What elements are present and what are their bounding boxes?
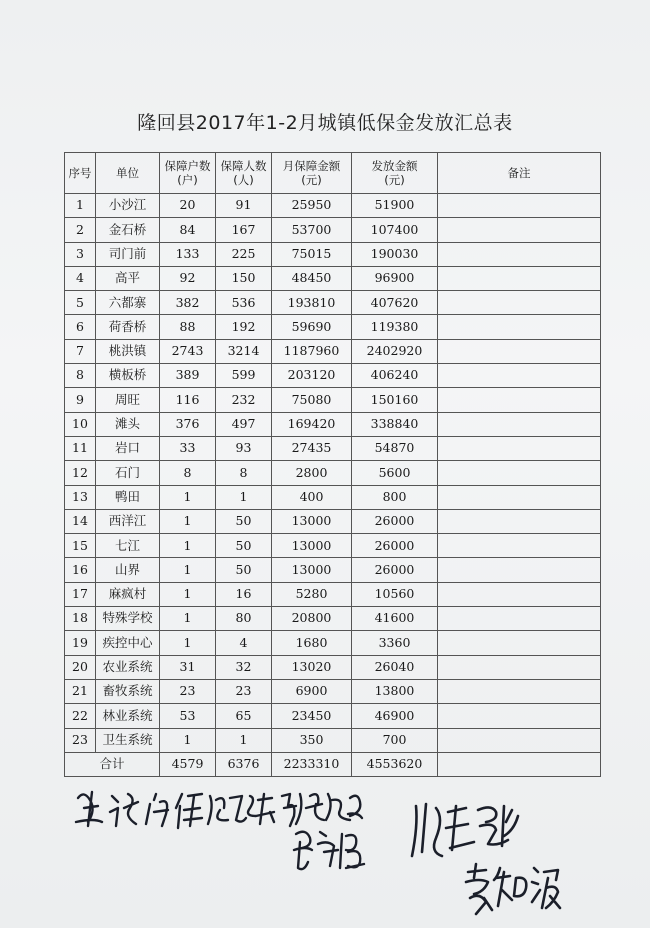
- cell-remark: [438, 194, 601, 218]
- cell-remark: [438, 558, 601, 582]
- cell-paid: 13800: [352, 679, 438, 703]
- table-row: [65, 679, 601, 703]
- cell-monthly: 75015: [272, 242, 352, 266]
- cell-remark: [438, 364, 601, 388]
- table-row: [65, 194, 601, 218]
- cell-remark: [438, 509, 601, 533]
- table-row: [65, 266, 601, 290]
- cell-monthly: 203120: [272, 364, 352, 388]
- cell-persons: 4: [216, 631, 272, 655]
- header-households: 保障户数 (户): [160, 153, 216, 194]
- cell-remark: [438, 655, 601, 679]
- table-row: [65, 315, 601, 339]
- cell-remark: [438, 266, 601, 290]
- header-persons: 保障人数 (人): [216, 153, 272, 194]
- cell-paid: 150160: [352, 388, 438, 412]
- cell-monthly: 1187960: [272, 339, 352, 363]
- cell-households: 1: [160, 582, 216, 606]
- cell-paid: 46900: [352, 704, 438, 728]
- cell-monthly: 59690: [272, 315, 352, 339]
- table-row: [65, 291, 601, 315]
- table-row: [65, 461, 601, 485]
- cell-remark: [438, 728, 601, 752]
- cell-persons: 225: [216, 242, 272, 266]
- header-paid-amount: 发放金额 (元): [352, 153, 438, 194]
- cell-monthly: 75080: [272, 388, 352, 412]
- cell-paid: 338840: [352, 412, 438, 436]
- cell-paid: 190030: [352, 242, 438, 266]
- cell-remark: [438, 582, 601, 606]
- cell-households: 23: [160, 679, 216, 703]
- table-row: [65, 388, 601, 412]
- cell-monthly: 48450: [272, 266, 352, 290]
- cell-persons: 8: [216, 461, 272, 485]
- cell-remark: [438, 534, 601, 558]
- cell-seq: 17: [65, 582, 96, 606]
- cell-unit: 七江: [96, 534, 160, 558]
- cell-paid: 407620: [352, 291, 438, 315]
- table-row: [65, 728, 601, 752]
- cell-persons: 150: [216, 266, 272, 290]
- table-row: [65, 704, 601, 728]
- cell-paid: 107400: [352, 218, 438, 242]
- cell-monthly: 13000: [272, 509, 352, 533]
- table-row: [65, 631, 601, 655]
- cell-paid: 3360: [352, 631, 438, 655]
- header-monthly-amount: 月保障金额 (元): [272, 153, 352, 194]
- cell-seq: 16: [65, 558, 96, 582]
- cell-unit: 农业系统: [96, 655, 160, 679]
- signature-3: [462, 858, 562, 918]
- cell-seq: 20: [65, 655, 96, 679]
- cell-remark: [438, 485, 601, 509]
- cell-households: 31: [160, 655, 216, 679]
- table-body: [65, 194, 601, 777]
- table-row: [65, 412, 601, 436]
- cell-households: 382: [160, 291, 216, 315]
- cell-households: 20: [160, 194, 216, 218]
- cell-persons: 497: [216, 412, 272, 436]
- document-title: 隆回县2017年1-2月城镇低保金发放汇总表: [137, 112, 513, 134]
- cell-paid: 41600: [352, 607, 438, 631]
- cell-paid: 51900: [352, 194, 438, 218]
- cell-remark: [438, 436, 601, 460]
- cell-unit: 岩口: [96, 436, 160, 460]
- cell-paid: 119380: [352, 315, 438, 339]
- cell-persons: 50: [216, 509, 272, 533]
- cell-paid: 54870: [352, 436, 438, 460]
- total-monthly: 2233310: [272, 752, 352, 776]
- cell-paid: 406240: [352, 364, 438, 388]
- cell-seq: 8: [65, 364, 96, 388]
- cell-remark: [438, 607, 601, 631]
- cell-households: 92: [160, 266, 216, 290]
- cell-seq: 10: [65, 412, 96, 436]
- cell-seq: 21: [65, 679, 96, 703]
- cell-seq: 2: [65, 218, 96, 242]
- cell-unit: 小沙江: [96, 194, 160, 218]
- signature-2: [408, 796, 528, 866]
- cell-unit: 荷香桥: [96, 315, 160, 339]
- cell-unit: 山界: [96, 558, 160, 582]
- cell-seq: 1: [65, 194, 96, 218]
- signature-1: [290, 822, 370, 877]
- table-row: [65, 436, 601, 460]
- header-unit: 单位: [96, 153, 160, 194]
- cell-households: 133: [160, 242, 216, 266]
- cell-unit: 桃洪镇: [96, 339, 160, 363]
- total-remark: [438, 752, 601, 776]
- cell-seq: 4: [65, 266, 96, 290]
- cell-households: 376: [160, 412, 216, 436]
- cell-persons: 1: [216, 485, 272, 509]
- cell-persons: 192: [216, 315, 272, 339]
- cell-remark: [438, 679, 601, 703]
- cell-households: 1: [160, 509, 216, 533]
- cell-persons: 599: [216, 364, 272, 388]
- cell-monthly: 13000: [272, 534, 352, 558]
- cell-remark: [438, 412, 601, 436]
- cell-remark: [438, 388, 601, 412]
- cell-monthly: 53700: [272, 218, 352, 242]
- cell-persons: 16: [216, 582, 272, 606]
- cell-seq: 7: [65, 339, 96, 363]
- cell-monthly: 13020: [272, 655, 352, 679]
- cell-seq: 18: [65, 607, 96, 631]
- cell-monthly: 1680: [272, 631, 352, 655]
- cell-unit: 滩头: [96, 412, 160, 436]
- cell-unit: 麻疯村: [96, 582, 160, 606]
- cell-paid: 26040: [352, 655, 438, 679]
- cell-persons: 167: [216, 218, 272, 242]
- cell-unit: 鸭田: [96, 485, 160, 509]
- cell-monthly: 169420: [272, 412, 352, 436]
- cell-monthly: 5280: [272, 582, 352, 606]
- cell-seq: 14: [65, 509, 96, 533]
- cell-seq: 13: [65, 485, 96, 509]
- cell-seq: 6: [65, 315, 96, 339]
- total-persons: 6376: [216, 752, 272, 776]
- cell-unit: 周旺: [96, 388, 160, 412]
- cell-seq: 11: [65, 436, 96, 460]
- cell-paid: 700: [352, 728, 438, 752]
- cell-households: 116: [160, 388, 216, 412]
- cell-seq: 3: [65, 242, 96, 266]
- cell-seq: 9: [65, 388, 96, 412]
- cell-persons: 50: [216, 534, 272, 558]
- cell-paid: 10560: [352, 582, 438, 606]
- cell-monthly: 27435: [272, 436, 352, 460]
- cell-households: 2743: [160, 339, 216, 363]
- cell-monthly: 400: [272, 485, 352, 509]
- cell-households: 1: [160, 631, 216, 655]
- cell-remark: [438, 704, 601, 728]
- cell-remark: [438, 461, 601, 485]
- cell-monthly: 20800: [272, 607, 352, 631]
- cell-seq: 19: [65, 631, 96, 655]
- cell-paid: 800: [352, 485, 438, 509]
- cell-unit: 林业系统: [96, 704, 160, 728]
- header-seq: 序号: [65, 153, 96, 194]
- cell-households: 88: [160, 315, 216, 339]
- total-label: 合计: [65, 752, 160, 776]
- cell-persons: 65: [216, 704, 272, 728]
- cell-unit: 石门: [96, 461, 160, 485]
- cell-monthly: 6900: [272, 679, 352, 703]
- cell-unit: 司门前: [96, 242, 160, 266]
- cell-persons: 536: [216, 291, 272, 315]
- table-row: [65, 339, 601, 363]
- cell-paid: 26000: [352, 534, 438, 558]
- cell-paid: 26000: [352, 509, 438, 533]
- cell-monthly: 25950: [272, 194, 352, 218]
- cell-persons: 1: [216, 728, 272, 752]
- total-row: [65, 752, 601, 776]
- cell-households: 1: [160, 558, 216, 582]
- header-remark: 备注: [438, 153, 601, 194]
- cell-households: 1: [160, 485, 216, 509]
- cell-monthly: 193810: [272, 291, 352, 315]
- cell-seq: 23: [65, 728, 96, 752]
- summary-table: [64, 152, 601, 777]
- table-row: [65, 509, 601, 533]
- cell-households: 8: [160, 461, 216, 485]
- cell-paid: 5600: [352, 461, 438, 485]
- cell-seq: 22: [65, 704, 96, 728]
- cell-persons: 3214: [216, 339, 272, 363]
- cell-persons: 232: [216, 388, 272, 412]
- cell-persons: 91: [216, 194, 272, 218]
- table-row: [65, 485, 601, 509]
- cell-unit: 畜牧系统: [96, 679, 160, 703]
- cell-seq: 15: [65, 534, 96, 558]
- cell-households: 1: [160, 607, 216, 631]
- table-row: [65, 218, 601, 242]
- cell-unit: 特殊学校: [96, 607, 160, 631]
- cell-remark: [438, 631, 601, 655]
- cell-unit: 卫生系统: [96, 728, 160, 752]
- total-paid: 4553620: [352, 752, 438, 776]
- cell-households: 1: [160, 534, 216, 558]
- cell-households: 84: [160, 218, 216, 242]
- cell-paid: 96900: [352, 266, 438, 290]
- header-row: [65, 153, 601, 194]
- cell-households: 33: [160, 436, 216, 460]
- cell-monthly: 13000: [272, 558, 352, 582]
- cell-seq: 5: [65, 291, 96, 315]
- table-row: [65, 534, 601, 558]
- cell-persons: 32: [216, 655, 272, 679]
- cell-paid: 2402920: [352, 339, 438, 363]
- table-row: [65, 582, 601, 606]
- cell-persons: 50: [216, 558, 272, 582]
- cell-remark: [438, 218, 601, 242]
- table-row: [65, 242, 601, 266]
- cell-households: 1: [160, 728, 216, 752]
- cell-remark: [438, 315, 601, 339]
- cell-persons: 80: [216, 607, 272, 631]
- table-row: [65, 364, 601, 388]
- cell-unit: 疾控中心: [96, 631, 160, 655]
- cell-paid: 26000: [352, 558, 438, 582]
- table-row: [65, 607, 601, 631]
- cell-persons: 93: [216, 436, 272, 460]
- total-households: 4579: [160, 752, 216, 776]
- table-row: [65, 558, 601, 582]
- cell-unit: 高平: [96, 266, 160, 290]
- cell-unit: 西洋江: [96, 509, 160, 533]
- table-row: [65, 655, 601, 679]
- cell-remark: [438, 242, 601, 266]
- cell-persons: 23: [216, 679, 272, 703]
- cell-households: 53: [160, 704, 216, 728]
- cell-monthly: 350: [272, 728, 352, 752]
- cell-unit: 金石桥: [96, 218, 160, 242]
- cell-remark: [438, 291, 601, 315]
- cell-households: 389: [160, 364, 216, 388]
- cell-seq: 12: [65, 461, 96, 485]
- cell-monthly: 2800: [272, 461, 352, 485]
- cell-remark: [438, 339, 601, 363]
- cell-unit: 六都寨: [96, 291, 160, 315]
- cell-monthly: 23450: [272, 704, 352, 728]
- cell-unit: 横板桥: [96, 364, 160, 388]
